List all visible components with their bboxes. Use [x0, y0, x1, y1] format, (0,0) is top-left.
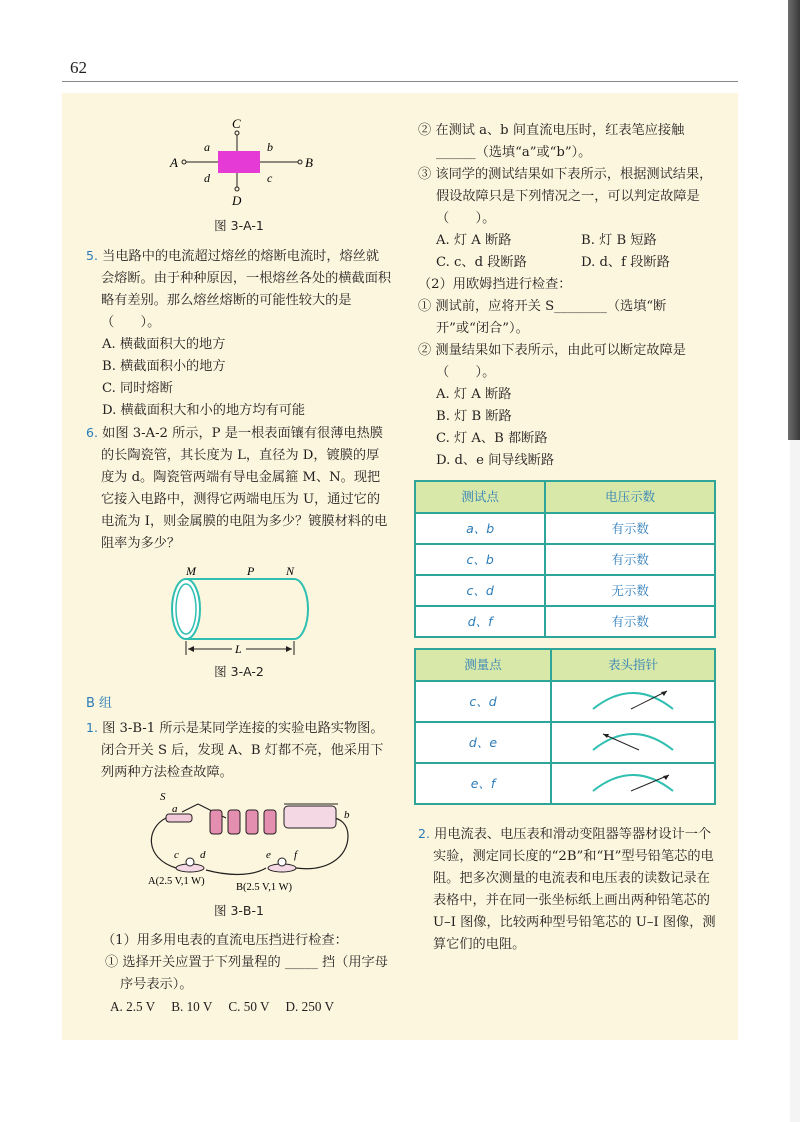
question-b2-number: 2.: [418, 826, 430, 841]
table-row: [415, 722, 715, 763]
option-2-5v: A. 2.5 V: [110, 999, 156, 1014]
table-row: [415, 575, 715, 606]
label-d: d: [204, 171, 210, 185]
book-edge: [788, 0, 800, 440]
figure-3-b-1-circuit: [86, 788, 392, 896]
right-column: [418, 120, 718, 956]
page-number: 62: [70, 58, 87, 77]
table2-point: d、e: [415, 722, 551, 763]
group-b-title: B 组: [86, 696, 113, 711]
question-5-option-d: D. 横截面积大和小的地方均有可能: [102, 403, 306, 418]
question-5-option-a: A. 横截面积大的地方: [102, 337, 226, 352]
lamp-A-label: A(2.5 V,1 W): [148, 876, 205, 887]
table1-point: c、b: [415, 544, 545, 575]
figure-3-b-1-caption: 图 3-B-1: [214, 903, 264, 918]
table1-reading: 有示数: [545, 606, 715, 637]
question-b2-text: 用电流表、电压表和滑动变阻器等器材设计一个实验，测定同长度的“2B”和“H”型号铅笔芯的电阻。把多次测量的电流表和电压表的读数记录在表格中，并在同一张坐标纸上画出两种铅笔芯的 U–I 图像，比较两种型号铅笔芯的 U–I 图像，测算它们的电阻。: [433, 827, 716, 952]
table1-point: d、f: [415, 606, 545, 637]
label-S: S: [160, 791, 166, 803]
table1-point: c、d: [415, 575, 545, 606]
label-D: D: [232, 193, 242, 208]
table-row: [415, 606, 715, 637]
q3-option-c: C. c、d 段断路: [436, 255, 527, 270]
q3-option-a: A. 灯 A 断路: [436, 233, 512, 248]
table1-header-point: 测试点: [415, 481, 545, 513]
question-b1-number: 1.: [86, 720, 98, 735]
ohm-test-table: [414, 648, 716, 805]
battery-4: [264, 810, 276, 834]
figure-3-a-1-diagram: [86, 93, 392, 211]
table-row: [415, 681, 715, 722]
question-6-text: 如图 3-A-2 所示，P 是一根表面镶有很薄电热膜的长陶瓷管，其长度为 L，直径为 D，镀膜的厚度为 d。陶瓷管两端有导电金属箍 M、N。现把它接入电路中，测得它两端电压为 U，通过它的电流为 I，则金属膜的电阻为多少？镀膜材料的电阻率为多少？: [101, 426, 388, 551]
part-1-q1-options: [86, 996, 392, 1018]
label-M: M: [186, 564, 196, 578]
q2-option-d: D. d、e 间导线断路: [436, 453, 555, 468]
q2-option-a: A. 灯 A 断路: [436, 387, 512, 402]
book-edge-lower: [790, 440, 800, 1122]
option-50v: C. 50 V: [228, 999, 270, 1014]
table2-point: c、d: [415, 681, 551, 722]
question-5-text: 当电路中的电流超过熔丝的熔断电流时，熔丝就会熔断。由于种种原因，一根熔丝各处的横截面积略有差别。那么熔丝熔断的可能性较大的是（ ）。: [101, 249, 392, 330]
q3-option-d: D. d、f 段断路: [581, 255, 670, 270]
voltage-test-table: [414, 480, 716, 638]
part-1-q1: ① 选择开关应置于下列量程的 _____ 挡（用字母序号表示）。: [105, 955, 388, 992]
label-L: L: [235, 642, 242, 656]
part-2-heading: （2）用欧姆挡进行检查：: [418, 277, 572, 292]
part-1-heading: （1）用多用电表的直流电压挡进行检查：: [102, 933, 348, 948]
table1-reading: 有示数: [545, 513, 715, 544]
table2-header-point: 测量点: [415, 649, 551, 681]
figure-3-a-2-caption: 图 3-A-2: [214, 664, 264, 679]
question-6: [86, 422, 392, 555]
question-5-option-b: B. 横截面积小的地方: [102, 359, 226, 374]
left-column: [86, 93, 392, 1018]
label-d-node: d: [200, 849, 206, 861]
header-rule: [62, 81, 738, 82]
label-c-node: c: [174, 849, 179, 861]
table-row: [415, 513, 715, 544]
part-2-q2: ② 测量结果如下表所示，由此可以断定故障是（ ）。: [418, 343, 686, 380]
figure-3-a-1-caption: 图 3-A-1: [214, 218, 264, 233]
q3-option-b: B. 灯 B 短路: [581, 233, 657, 248]
question-b1: [86, 717, 392, 784]
figure-3-a-2-diagram: [86, 561, 392, 657]
table2-point: e、f: [415, 763, 551, 804]
battery-1: [210, 810, 222, 834]
part-1-q2: ② 在测试 a、b 间直流电压时，红表笔应接触 ______（选填“a”或“b”）。: [418, 123, 685, 160]
label-a: a: [204, 140, 210, 154]
option-250v: D. 250 V: [285, 999, 335, 1014]
question-5-option-c: C. 同时熔断: [102, 381, 173, 396]
needle-diagram: [551, 681, 715, 722]
question-5: [86, 245, 392, 334]
label-B: B: [305, 155, 313, 170]
label-C: C: [232, 116, 241, 131]
part-2-q1: ① 测试前，应将开关 S________（选填“断开”或“闭合”）。: [418, 299, 667, 336]
table1-reading: 无示数: [545, 575, 715, 606]
label-N: N: [286, 564, 295, 578]
resistor-block: [218, 151, 260, 173]
question-5-number: 5.: [86, 248, 98, 263]
table2-header-needle: 表头指针: [551, 649, 715, 681]
label-f-node: f: [294, 849, 298, 861]
battery-3: [246, 810, 258, 834]
label-A: A: [170, 155, 178, 170]
table1-point: a、b: [415, 513, 545, 544]
label-P: P: [247, 564, 255, 578]
part-1-q3-options: [418, 230, 718, 274]
label-c: c: [267, 171, 273, 185]
question-b2: [418, 823, 718, 956]
rheostat: [284, 806, 336, 828]
table1-header-reading: 电压示数: [545, 481, 715, 513]
label-b: b: [267, 140, 273, 154]
label-b-node: b: [344, 809, 350, 821]
q2-option-c: C. 灯 A、B 都断路: [436, 431, 548, 446]
q2-option-b: B. 灯 B 断路: [436, 409, 512, 424]
battery-2: [228, 810, 240, 834]
table-row: [415, 763, 715, 804]
question-b1-text: 图 3-B-1 所示是某同学连接的实验电路实物图。闭合开关 S 后，发现 A、B 灯都不亮，他采用下列两种方法检查故障。: [101, 721, 384, 780]
table1-reading: 有示数: [545, 544, 715, 575]
label-a-node: a: [172, 803, 178, 815]
label-e-node: e: [266, 849, 271, 861]
switch-S: [166, 814, 192, 822]
needle-diagram: [551, 722, 715, 763]
question-6-number: 6.: [86, 425, 98, 440]
part-1-q3: ③ 该同学的测试结果如下表所示，根据测试结果，假设故障只是下列情况之一，可以判定故障是（ ）。: [418, 167, 713, 226]
table-row: [415, 544, 715, 575]
option-10v: B. 10 V: [171, 999, 213, 1014]
needle-diagram: [551, 763, 715, 804]
lamp-B-label: B(2.5 V,1 W): [236, 882, 293, 893]
